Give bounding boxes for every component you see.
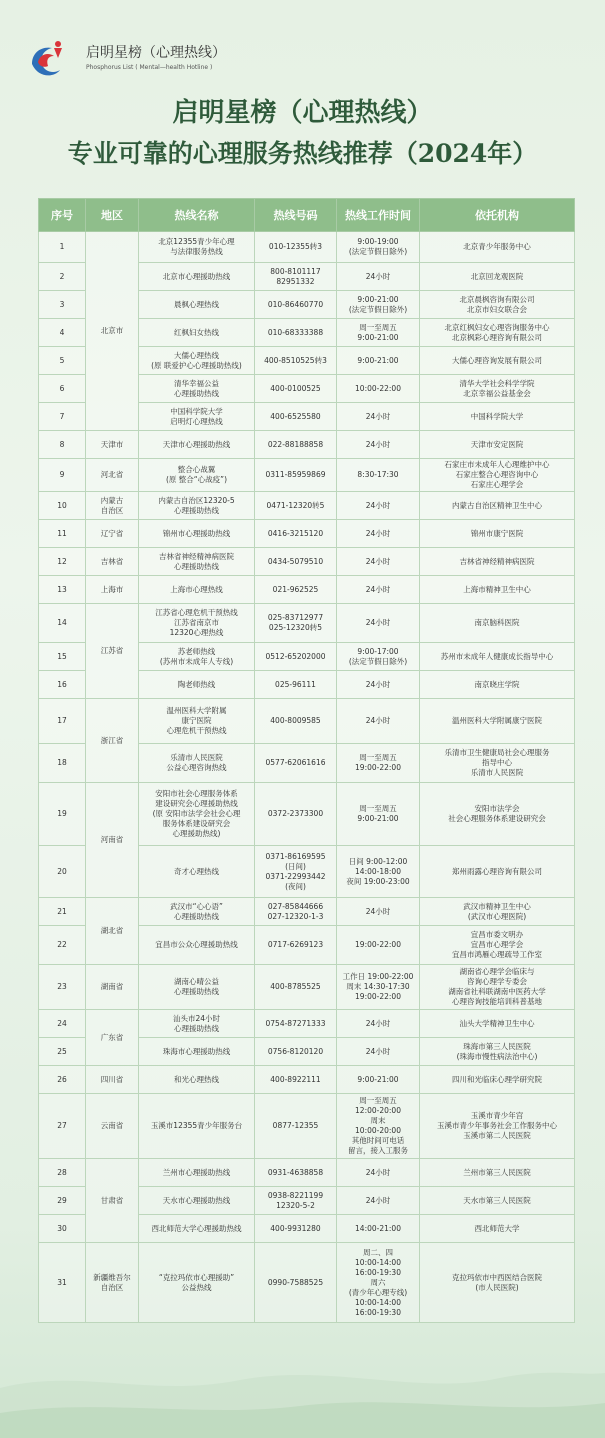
cell-org: 北京晨枫咨询有限公司 北京市妇女联合会 — [420, 291, 575, 319]
cell-hours: 24小时 — [337, 548, 420, 576]
col-header-phone: 热线号码 — [255, 199, 337, 232]
cell-no: 18 — [39, 744, 86, 783]
cell-hotline-name: 中国科学院大学 启明灯心理热线 — [139, 403, 255, 431]
cell-org: 中国科学院大学 — [420, 403, 575, 431]
cell-region: 吉林省 — [86, 548, 139, 576]
cell-org: 温州医科大学附属康宁医院 — [420, 699, 575, 744]
cell-no: 13 — [39, 576, 86, 604]
cell-no: 20 — [39, 846, 86, 898]
col-header-hours: 热线工作时间 — [337, 199, 420, 232]
cell-org: 天津市安定医院 — [420, 431, 575, 459]
cell-hotline-name: 安阳市社会心理服务体系 建设研究会心理援助热线 (原 安阳市法学会社会心理 服务体系建设研究会 心理援助热线) — [139, 783, 255, 846]
cell-org: 北京红枫妇女心理咨询服务中心 北京枫彩心理咨询有限公司 — [420, 319, 575, 347]
table-row — [39, 1159, 575, 1187]
table-row — [39, 459, 575, 492]
cell-phone: 0877-12355 — [255, 1094, 337, 1159]
cell-phone: 0371-86169595 (日间) 0371-22993442 (夜间) — [255, 846, 337, 898]
cell-phone: 400-8510525转3 — [255, 347, 337, 375]
cell-hotline-name: 吉林省神经精神病医院 心理援助热线 — [139, 548, 255, 576]
cell-phone: 400-9931280 — [255, 1215, 337, 1243]
cell-region: 河南省 — [86, 783, 139, 898]
cell-org: 上海市精神卫生中心 — [420, 576, 575, 604]
cell-hotline-name: 宜昌市公众心理援助热线 — [139, 926, 255, 965]
cell-no: 8 — [39, 431, 86, 459]
table-row — [39, 492, 575, 520]
cell-org: 内蒙古自治区精神卫生中心 — [420, 492, 575, 520]
cell-org: 锦州市康宁医院 — [420, 520, 575, 548]
cell-hotline-name: 奇才心理热线 — [139, 846, 255, 898]
cell-hours: 8:30-17:30 — [337, 459, 420, 492]
cell-org: 宜昌市委文明办 宜昌市心理学会 宜昌市鸿雁心理疏导工作室 — [420, 926, 575, 965]
cell-region: 湖北省 — [86, 898, 139, 965]
cell-phone: 0931-4638858 — [255, 1159, 337, 1187]
cell-region: 辽宁省 — [86, 520, 139, 548]
table-row — [39, 604, 575, 643]
cell-org: 北京青少年服务中心 — [420, 232, 575, 263]
cell-no: 14 — [39, 604, 86, 643]
cell-phone: 400-8785525 — [255, 965, 337, 1010]
table-row — [39, 1094, 575, 1159]
cell-hours: 24小时 — [337, 898, 420, 926]
cell-org: 玉溪市青少年宫 玉溪市青少年事务社会工作服务中心 玉溪市第二人民医院 — [420, 1094, 575, 1159]
cell-org: 大儒心理咨询发展有限公司 — [420, 347, 575, 375]
cell-org: 安阳市法学会 社会心理服务体系建设研究会 — [420, 783, 575, 846]
cell-hotline-name: 武汉市“心心语” 心理援助热线 — [139, 898, 255, 926]
cell-hotline-name: 玉溪市12355青少年服务台 — [139, 1094, 255, 1159]
page-title: 启明星榜（心理热线） — [172, 98, 433, 128]
cell-phone: 0754-87271333 — [255, 1010, 337, 1038]
cell-hours: 24小时 — [337, 1010, 420, 1038]
cell-phone: 010-68333388 — [255, 319, 337, 347]
cell-hours: 日间 9:00-12:00 14:00-18:00 夜间 19:00-23:00 — [337, 846, 420, 898]
cell-hours: 24小时 — [337, 1038, 420, 1066]
cell-phone: 0990-7588525 — [255, 1243, 337, 1323]
cell-org: 四川和光临床心理学研究院 — [420, 1066, 575, 1094]
cell-hotline-name: 江苏省心理危机干预热线 江苏省南京市 12320心理热线 — [139, 604, 255, 643]
cell-no: 11 — [39, 520, 86, 548]
table-row — [39, 1010, 575, 1038]
cell-org: 吉林省神经精神病医院 — [420, 548, 575, 576]
cell-hours: 周一至周五 19:00-22:00 — [337, 744, 420, 783]
hotline-table — [38, 198, 575, 1323]
cell-no: 6 — [39, 375, 86, 403]
cell-region: 四川省 — [86, 1066, 139, 1094]
cell-region: 北京市 — [86, 232, 139, 431]
cell-org: 苏州市未成年人健康成长指导中心 — [420, 643, 575, 671]
cell-region: 广东省 — [86, 1010, 139, 1066]
cell-no: 29 — [39, 1187, 86, 1215]
cell-org: 珠海市第三人民医院 (珠海市慢性病法治中心) — [420, 1038, 575, 1066]
col-header-region: 地区 — [86, 199, 139, 232]
cell-hours: 周一至周五 12:00-20:00 周末 10:00-20:00 其他时间可电话 留言，接入工服务 — [337, 1094, 420, 1159]
cell-org: 北京回龙观医院 — [420, 263, 575, 291]
cell-phone: 0717-6269123 — [255, 926, 337, 965]
cell-no: 17 — [39, 699, 86, 744]
cell-hotline-name: 红枫妇女热线 — [139, 319, 255, 347]
cell-region: 河北省 — [86, 459, 139, 492]
cell-org: 清华大学社会科学学院 北京幸福公益基金会 — [420, 375, 575, 403]
cell-no: 25 — [39, 1038, 86, 1066]
table-row — [39, 898, 575, 926]
cell-phone: 0311-85959869 — [255, 459, 337, 492]
cell-phone: 400-0100525 — [255, 375, 337, 403]
cell-no: 9 — [39, 459, 86, 492]
cell-hours: 24小时 — [337, 576, 420, 604]
cell-org: 兰州市第三人民医院 — [420, 1159, 575, 1187]
cell-hours: 24小时 — [337, 671, 420, 699]
cell-region: 湖南省 — [86, 965, 139, 1010]
cell-hours: 14:00-21:00 — [337, 1215, 420, 1243]
cell-org: 武汉市精神卫生中心 (武汉市心理医院) — [420, 898, 575, 926]
cell-hotline-name: 苏老师热线 (苏州市未成年人专线) — [139, 643, 255, 671]
table-row — [39, 520, 575, 548]
cell-hotline-name: 大儒心理热线 (原 联爱护心心理援助热线) — [139, 347, 255, 375]
table-row — [39, 431, 575, 459]
cell-no: 27 — [39, 1094, 86, 1159]
table-row — [39, 548, 575, 576]
cell-region: 江苏省 — [86, 604, 139, 699]
table-row — [39, 232, 575, 263]
cell-hotline-name: 珠海市心理援助热线 — [139, 1038, 255, 1066]
cell-no: 26 — [39, 1066, 86, 1094]
background-hills — [0, 1318, 605, 1438]
cell-hotline-name: 湖南心晴公益 心理援助热线 — [139, 965, 255, 1010]
cell-org: 汕头大学精神卫生中心 — [420, 1010, 575, 1038]
cell-no: 15 — [39, 643, 86, 671]
cell-no: 23 — [39, 965, 86, 1010]
cell-no: 19 — [39, 783, 86, 846]
cell-phone: 0512-65202000 — [255, 643, 337, 671]
brand-title: 启明星榜（心理热线） — [86, 45, 226, 61]
cell-phone: 800-8101117 82951332 — [255, 263, 337, 291]
cell-phone: 400-6525580 — [255, 403, 337, 431]
page-subtitle: 专业可靠的心理服务热线推荐（2024年） — [67, 139, 538, 168]
cell-hours: 周一至周五 9:00-21:00 — [337, 783, 420, 846]
table-row — [39, 1066, 575, 1094]
cell-hours: 9:00-21:00 — [337, 347, 420, 375]
cell-hours: 24小时 — [337, 699, 420, 744]
cell-hours: 9:00-19:00 (法定节假日除外) — [337, 232, 420, 263]
brand-subtitle: Phosphorus List ( Mental—health Hotline ) — [86, 64, 213, 71]
cell-hours: 24小时 — [337, 263, 420, 291]
cell-phone: 022-88188858 — [255, 431, 337, 459]
cell-no: 21 — [39, 898, 86, 926]
table-row — [39, 965, 575, 1010]
table-row — [39, 699, 575, 744]
cell-hours: 24小时 — [337, 1159, 420, 1187]
table-row — [39, 576, 575, 604]
cell-hours: 工作日 19:00-22:00 周末 14:30-17:30 19:00-22:00 — [337, 965, 420, 1010]
cell-hotline-name: 和光心理热线 — [139, 1066, 255, 1094]
cell-hotline-name: 兰州市心理援助热线 — [139, 1159, 255, 1187]
table-row — [39, 1243, 575, 1323]
cell-hours: 24小时 — [337, 431, 420, 459]
cell-phone: 0577-62061616 — [255, 744, 337, 783]
cell-phone: 400-8009585 — [255, 699, 337, 744]
cell-hotline-name: 上海市心理热线 — [139, 576, 255, 604]
cell-hotline-name: 温州医科大学附属 康宁医院 心理危机干预热线 — [139, 699, 255, 744]
col-header-name: 热线名称 — [139, 199, 255, 232]
cell-no: 22 — [39, 926, 86, 965]
cell-hotline-name: 整合心战翼 (原 整合“心战疫”) — [139, 459, 255, 492]
cell-phone: 010-12355转3 — [255, 232, 337, 263]
cell-region: 内蒙古 自治区 — [86, 492, 139, 520]
cell-hours: 24小时 — [337, 492, 420, 520]
cell-no: 12 — [39, 548, 86, 576]
cell-phone: 021-962525 — [255, 576, 337, 604]
cell-no: 4 — [39, 319, 86, 347]
table-header-row — [39, 199, 575, 232]
cell-hotline-name: 内蒙古自治区12320-5 心理援助热线 — [139, 492, 255, 520]
cell-hours: 10:00-22:00 — [337, 375, 420, 403]
cell-org: 石家庄市未成年人心理维护中心 石家庄整合心理咨询中心 石家庄心理学会 — [420, 459, 575, 492]
cell-org: 乐清市卫生健康局社会心理服务 指导中心 乐清市人民医院 — [420, 744, 575, 783]
cell-hotline-name: 清华幸福公益 心理援助热线 — [139, 375, 255, 403]
cell-no: 31 — [39, 1243, 86, 1323]
cell-hours: 24小时 — [337, 604, 420, 643]
cell-phone: 0756-8120120 — [255, 1038, 337, 1066]
cell-no: 24 — [39, 1010, 86, 1038]
cell-org: 郑州雨露心理咨询有限公司 — [420, 846, 575, 898]
cell-hotline-name: 汕头市24小时 心理援助热线 — [139, 1010, 255, 1038]
cell-hours: 24小时 — [337, 520, 420, 548]
cell-no: 5 — [39, 347, 86, 375]
cell-no: 30 — [39, 1215, 86, 1243]
cell-phone: 010-86460770 — [255, 291, 337, 319]
cell-hours: 周一至周五 9:00-21:00 — [337, 319, 420, 347]
cell-phone: 0938-8221199 12320-5-2 — [255, 1187, 337, 1215]
cell-hours: 24小时 — [337, 403, 420, 431]
cell-hotline-name: 锦州市心理援助热线 — [139, 520, 255, 548]
cell-org: 南京晓庄学院 — [420, 671, 575, 699]
col-header-no: 序号 — [39, 199, 86, 232]
cell-hotline-name: 晨枫心理热线 — [139, 291, 255, 319]
cell-hotline-name: 北京市心理援助热线 — [139, 263, 255, 291]
cell-org: 南京脑科医院 — [420, 604, 575, 643]
cell-org: 克拉玛依市中西医结合医院 (市人民医院) — [420, 1243, 575, 1323]
cell-hours: 周二、四 10:00-14:00 16:00-19:30 周六 (青少年心理专线) 10:00-14:00 16:00-19:30 — [337, 1243, 420, 1323]
table-row — [39, 783, 575, 846]
cell-phone: 0471-12320转5 — [255, 492, 337, 520]
cell-phone: 0434-5079510 — [255, 548, 337, 576]
cell-region: 天津市 — [86, 431, 139, 459]
cell-hotline-name: 陶老师热线 — [139, 671, 255, 699]
cell-phone: 025-83712977 025-12320转5 — [255, 604, 337, 643]
cell-no: 28 — [39, 1159, 86, 1187]
cell-region: 云南省 — [86, 1094, 139, 1159]
cell-hours: 19:00-22:00 — [337, 926, 420, 965]
brand-logo — [24, 34, 224, 82]
cell-phone: 0416-3215120 — [255, 520, 337, 548]
cell-phone: 025-96111 — [255, 671, 337, 699]
cell-hotline-name: 乐清市人民医院 公益心理咨询热线 — [139, 744, 255, 783]
cell-region: 新疆维吾尔 自治区 — [86, 1243, 139, 1323]
cell-hours: 9:00-21:00 — [337, 1066, 420, 1094]
cell-hotline-name: 西北师范大学心理援助热线 — [139, 1215, 255, 1243]
cell-hours: 9:00-21:00 (法定节假日除外) — [337, 291, 420, 319]
cell-hotline-name: “克拉玛依市心理援助” 公益热线 — [139, 1243, 255, 1323]
cell-hours: 24小时 — [337, 1187, 420, 1215]
cell-hotline-name: 北京12355青少年心理 与法律服务热线 — [139, 232, 255, 263]
cell-org: 西北师范大学 — [420, 1215, 575, 1243]
cell-org: 湖南省心理学会临床与 咨询心理学专委会 湖南省社科联湖南中医药大学 心理咨询技能培训科普基地 — [420, 965, 575, 1010]
cell-no: 16 — [39, 671, 86, 699]
cell-phone: 027-85844666 027-12320-1-3 — [255, 898, 337, 926]
cell-region: 上海市 — [86, 576, 139, 604]
cell-org: 天水市第三人民医院 — [420, 1187, 575, 1215]
cell-no: 7 — [39, 403, 86, 431]
cell-hours: 9:00-17:00 (法定节假日除外) — [337, 643, 420, 671]
cell-region: 浙江省 — [86, 699, 139, 783]
cell-no: 1 — [39, 232, 86, 263]
cell-hotline-name: 天津市心理援助热线 — [139, 431, 255, 459]
cell-phone: 400-8922111 — [255, 1066, 337, 1094]
logo-mark-icon — [24, 34, 76, 82]
cell-no: 10 — [39, 492, 86, 520]
cell-no: 2 — [39, 263, 86, 291]
col-header-org: 依托机构 — [420, 199, 575, 232]
cell-no: 3 — [39, 291, 86, 319]
cell-region: 甘肃省 — [86, 1159, 139, 1243]
cell-hotline-name: 天水市心理援助热线 — [139, 1187, 255, 1215]
cell-phone: 0372-2373300 — [255, 783, 337, 846]
